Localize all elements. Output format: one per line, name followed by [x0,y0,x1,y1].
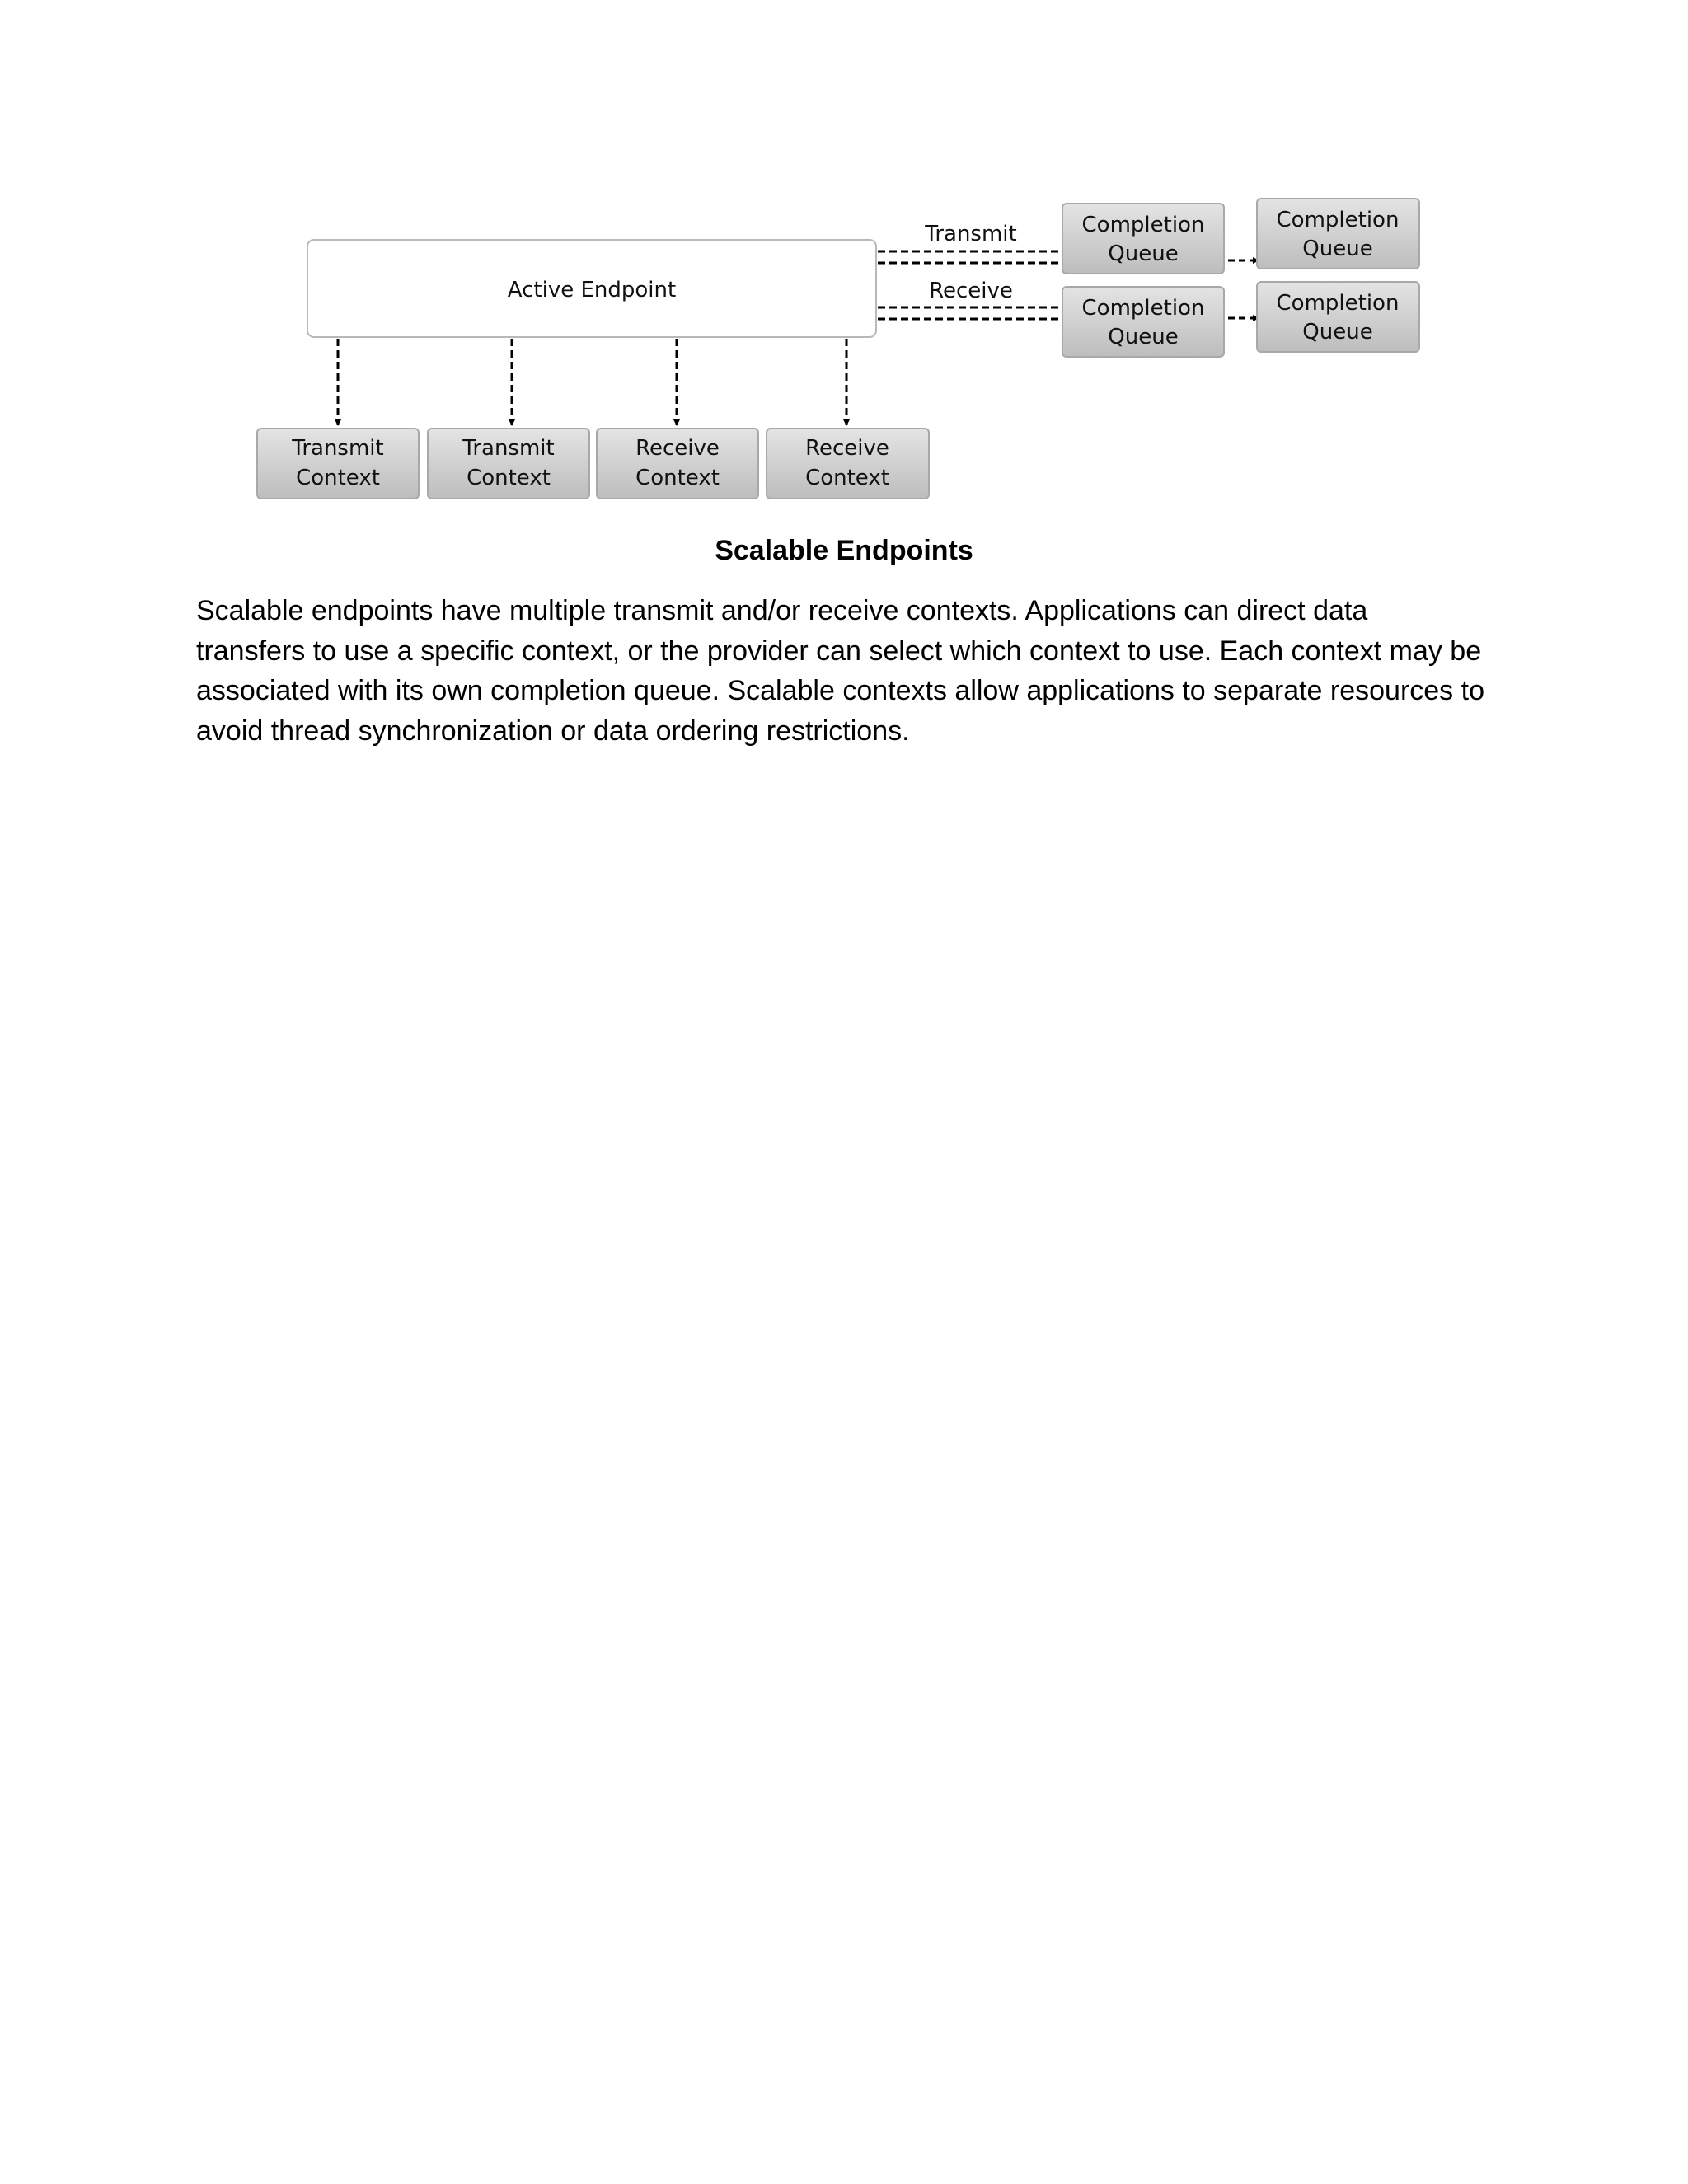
completion-queue-label-line2: Queue [1302,237,1373,261]
completion-queue-label-line1: Completion [1081,213,1205,237]
active-endpoint-box [307,240,876,337]
queue-chain-arrows [1228,260,1259,318]
context-connectors [338,339,846,425]
transmit-context-2 [428,429,589,499]
context-label-line2: Context [467,466,551,490]
completion-queue-transmit-2 [1257,199,1419,269]
completion-queue-transmit-1 [1062,204,1224,274]
transmit-connector [878,251,1067,263]
context-label-line2: Context [296,466,380,490]
completion-queue-label-line2: Queue [1108,241,1179,266]
context-label-line1: Receive [635,436,720,461]
receive-context-2 [767,429,929,499]
transmit-edge-label: Transmit [925,222,1017,246]
receive-connector [878,307,1067,319]
transmit-context-1 [257,429,419,499]
completion-queue-label-line2: Queue [1302,320,1373,344]
context-label-line1: Transmit [292,436,384,461]
figure-caption: Scalable Endpoints [715,535,973,566]
context-label-line2: Context [635,466,720,490]
completion-queue-label-line1: Completion [1276,208,1400,232]
context-label-line1: Transmit [462,436,555,461]
scalable-endpoints-diagram [0,0,1688,527]
completion-queue-receive-2 [1257,282,1419,352]
completion-queue-label-line2: Queue [1108,325,1179,349]
body-paragraph: Scalable endpoints have multiple transmit and/or receive contexts. Applications can direct data transfers to use a specific context, or the provider can select which context to use. Each context may be associated with its own completion queue. Scalable contexts allow applications to separate resources to avoid thread synchronization or data ordering restrictions. [196,595,1484,747]
completion-queue-label-line1: Completion [1276,291,1400,316]
receive-edge-label: Receive [929,279,1013,303]
completion-queue-receive-1 [1062,287,1224,357]
receive-context-1 [597,429,758,499]
context-label-line1: Receive [805,436,889,461]
context-label-line2: Context [805,466,889,490]
active-endpoint-label: Active Endpoint [507,278,677,302]
completion-queue-label-line1: Completion [1081,296,1205,321]
